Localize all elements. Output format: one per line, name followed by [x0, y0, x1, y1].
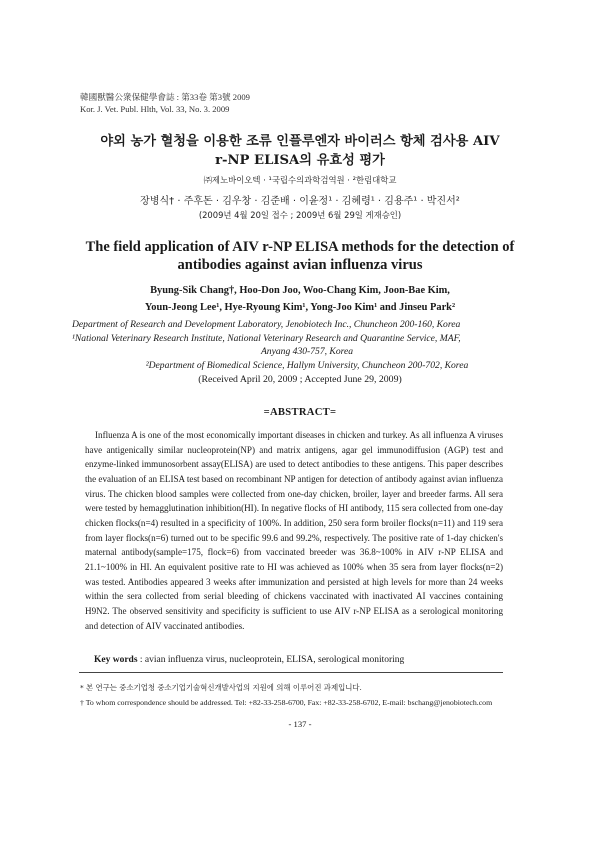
- korean-title-line2: r-NP ELISA의 유효성 평가: [215, 153, 385, 168]
- affiliation-hallym: ²Department of Biomedical Science, Hallym University, Chuncheon 200-702, Korea: [145, 359, 469, 371]
- english-affiliations: [72, 318, 542, 372]
- korean-title: [40, 132, 560, 170]
- received-accepted-dates: (Received April 20, 2009 ; Accepted June 29, 2009): [198, 374, 402, 385]
- abstract-heading: =ABSTRACT=: [263, 407, 337, 418]
- page-number: - 137 -: [288, 719, 312, 729]
- footnote-funding: * 본 연구는 중소기업청 중소기업기술혁신개발사업의 지원에 의해 이루어진 과제입니다.: [80, 683, 362, 692]
- english-title: [40, 238, 560, 274]
- abstract-body: Influenza A is one of the most economically important diseases in chicken and turkey. As all influenza A viruses have antigenically similar nucleoprotein(NP) and matrix antigens, agar gel immunodiffusion (AGP) test and enzyme-linked immunosorbent assay(ELISA) are used to detect antibodies to these antigens. This paper describes the evaluation of an ELISA test based on recombinant NP antigen for detection of antibody against avian influenza virus. The chicken blood samples were collected from one-day chicken, broiler, layer and breeder farms. All sera were tested by hemagglutination inhibition(HI). In negative flocks of HI antibody, 115 sera collected from one-day chicken flocks(n=4) resulted in a specificity of 100%. In addition, 250 sera form broiler flocks(n=11) and 119 sera from layer flocks(n=6) turned out to be specific 99.6 and 99.2%, respectively. The positive rate of 1-day chicken's maternal antibody(sample=175, flock=6) from vaccinated breeder was 36.8~100% in AIV r-NP ELISA and 21.1~100% in HI. An equivalent positive rate to HI was achieved as 100% when 35 sera from layer flocks(n=2) was tested. Antibodies appeared 3 weeks after immunization and persisted at high levels for more than 24 weeks within the sera collected from serial bleeding of chickens vaccinated with inactivated AI vaccines containing H9N2. The observed sensitivity and specificity is sufficient to use AIV r-NP ELISA as a serological monitoring and detection of AIV vaccinated antibodies.: [85, 430, 504, 631]
- keywords: [94, 655, 564, 665]
- affiliation-nvri-city: Anyang 430-757, Korea: [260, 346, 354, 357]
- keywords-label: Key words: [94, 655, 138, 665]
- english-title-line2: antibodies against avian influenza virus: [177, 257, 423, 273]
- english-authors-line2: Youn-Jeong Lee¹, Hye-Ryoung Kim¹, Yong-Joo Kim¹ and Jinseu Park²: [144, 302, 456, 313]
- journal-line-korean: 韓國獸醫公衆保健學會誌 : 第33卷 第3號 2009: [80, 92, 250, 102]
- english-authors: [40, 282, 560, 316]
- journal-line-english: Kor. J. Vet. Publ. Hlth, Vol. 33, No. 3. 2009: [80, 103, 230, 114]
- footnote-correspondence: † To whom correspondence should be addressed. Tel: +82-33-258-6700, Fax: +82-33-258-6702, E-mail: bschang@jenobiotech.com: [80, 698, 493, 707]
- affiliation-jenobiotech: Department of Research and Development Laboratory, Jenobiotech Inc., Chuncheon 200-160, Korea: [72, 319, 461, 330]
- footnote-divider: [79, 672, 503, 673]
- english-title-line1: The field application of AIV r-NP ELISA methods for the detection of: [85, 239, 515, 255]
- keywords-text: : avian influenza virus, nucleoprotein, ELISA, serological monitoring: [137, 655, 405, 665]
- affiliation-nvri: ¹National Veterinary Research Institute, National Veterinary Research and Quarantine Service, MAF,: [72, 332, 461, 344]
- journal-header: [80, 92, 250, 115]
- english-authors-line1: Byung-Sik Chang†, Hoo-Don Joo, Woo-Chang Kim, Joon-Bae Kim,: [150, 285, 450, 296]
- korean-title-line1: 야외 농가 혈청을 이용한 조류 인플루엔자 바이러스 항체 검사용 AIV: [100, 134, 500, 149]
- korean-affiliations: ㈜제노바이오텍 · ¹국립수의과학검역원 · ²한림대학교: [203, 175, 397, 185]
- korean-authors: 장병식† · 주후돈 · 김우창 · 김준배 · 이윤정¹ · 김혜령¹ · 김용주¹ · 박진서²: [140, 196, 460, 207]
- korean-dates: (2009년 4월 20일 접수 ; 2009년 6월 29일 게재승인): [198, 210, 402, 220]
